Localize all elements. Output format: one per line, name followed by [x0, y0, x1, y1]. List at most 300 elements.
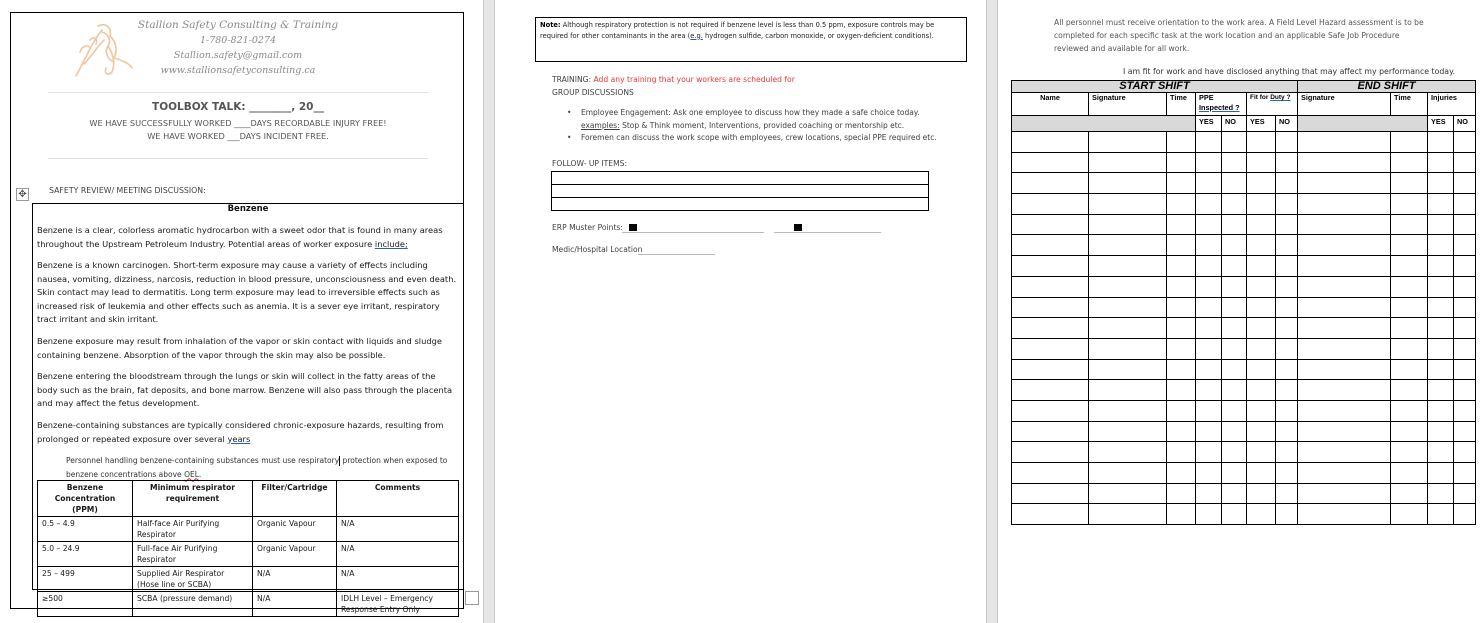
fit-no-cell[interactable]: [1276, 483, 1298, 504]
ppe-yes-cell[interactable]: [1196, 194, 1222, 215]
yes-no-row: [1012, 116, 1476, 132]
sign-in-rows: [1012, 132, 1476, 525]
muster-point-field[interactable]: [622, 232, 764, 233]
table-row: [38, 542, 459, 567]
signature-cell[interactable]: [1089, 132, 1167, 153]
fit-no-cell[interactable]: [1276, 276, 1298, 297]
fit-no-cell[interactable]: [1276, 504, 1298, 525]
follow-up-row[interactable]: [552, 172, 928, 185]
ppe-yes-cell[interactable]: [1196, 380, 1222, 401]
fit-no-cell[interactable]: [1276, 152, 1298, 173]
injuries-no-cell[interactable]: [1454, 421, 1476, 442]
paragraph: [37, 419, 457, 446]
ppe-no-cell[interactable]: [1222, 214, 1247, 235]
signature-cell[interactable]: [1089, 359, 1167, 380]
injuries-no-cell[interactable]: [1454, 194, 1476, 215]
page-1: [0, 0, 483, 623]
ppe-yes-cell[interactable]: [1196, 463, 1222, 484]
medic-location-field[interactable]: [638, 254, 715, 255]
bullet-text: Foremen can discuss the work scope with employees, crew locations, special PPE required etc.: [581, 133, 937, 142]
end-signature-cell[interactable]: [1298, 421, 1391, 442]
time-cell[interactable]: [1167, 421, 1196, 442]
fit-statement: I am fit for work and have disclosed anything that may affect my performance today.: [1122, 67, 1456, 76]
name-cell[interactable]: [1012, 338, 1089, 359]
injuries-yes-cell[interactable]: [1428, 421, 1454, 442]
time-cell[interactable]: [1167, 338, 1196, 359]
name-cell[interactable]: [1012, 297, 1089, 318]
signature-cell[interactable]: [1089, 235, 1167, 256]
ppe-no-cell[interactable]: [1222, 297, 1247, 318]
injuries-yes-cell[interactable]: [1428, 173, 1454, 194]
bullet-icon: •: [567, 108, 572, 117]
time-cell[interactable]: [1167, 194, 1196, 215]
time-cell[interactable]: [1167, 132, 1196, 153]
grammar-flag: include;: [374, 238, 408, 249]
end-signature-cell[interactable]: [1298, 318, 1391, 339]
ppe-yes-cell[interactable]: [1196, 359, 1222, 380]
fit-no-cell[interactable]: [1276, 173, 1298, 194]
divider: [48, 92, 428, 93]
end-time-cell[interactable]: [1391, 318, 1428, 339]
end-time-cell[interactable]: [1391, 400, 1428, 421]
page-2: [495, 0, 986, 623]
end-time-cell[interactable]: [1391, 380, 1428, 401]
injuries-no-cell[interactable]: [1454, 483, 1476, 504]
time-cell[interactable]: [1167, 359, 1196, 380]
fit-no-cell[interactable]: [1276, 421, 1298, 442]
fit-yes-cell[interactable]: [1247, 318, 1276, 339]
fit-no-cell[interactable]: [1276, 380, 1298, 401]
fit-no-cell[interactable]: [1276, 132, 1298, 153]
ppe-no-cell[interactable]: [1222, 442, 1247, 463]
ppe-label: Inspected ?: [1199, 103, 1240, 112]
name-cell[interactable]: [1012, 400, 1089, 421]
injuries-no-cell[interactable]: [1454, 235, 1476, 256]
table-cell: 0.5 – 4.9: [38, 517, 133, 542]
table-cell: IDLH Level – Emergency Response Entry Only: [337, 592, 459, 617]
injuries-yes-cell[interactable]: [1428, 194, 1454, 215]
column-header-time: Time: [1167, 93, 1196, 116]
name-cell[interactable]: [1012, 256, 1089, 277]
end-time-cell[interactable]: [1391, 504, 1428, 525]
company-header: [120, 18, 356, 78]
fit-label: Duty ?: [1270, 94, 1291, 101]
table-row: [1012, 132, 1476, 153]
fit-yes-cell[interactable]: [1247, 132, 1276, 153]
table-header-row: [38, 481, 459, 517]
name-cell[interactable]: [1012, 442, 1089, 463]
fit-yes-cell[interactable]: [1247, 173, 1276, 194]
time-cell[interactable]: [1167, 380, 1196, 401]
end-signature-cell[interactable]: [1298, 504, 1391, 525]
name-cell[interactable]: [1012, 276, 1089, 297]
end-signature-cell[interactable]: [1298, 132, 1391, 153]
end-time-cell[interactable]: [1391, 194, 1428, 215]
topic-title: Benzene: [227, 204, 269, 214]
end-signature-cell[interactable]: [1298, 359, 1391, 380]
follow-up-row[interactable]: [552, 198, 928, 210]
signature-cell[interactable]: [1089, 504, 1167, 525]
injuries-yes-cell[interactable]: [1428, 276, 1454, 297]
injuries-yes-cell[interactable]: [1428, 380, 1454, 401]
fit-yes-cell[interactable]: [1247, 338, 1276, 359]
end-time-cell[interactable]: [1391, 463, 1428, 484]
column-header-fit-for-duty: [1247, 93, 1298, 116]
signature-cell[interactable]: [1089, 318, 1167, 339]
name-cell[interactable]: [1012, 359, 1089, 380]
fit-yes-cell[interactable]: [1247, 483, 1276, 504]
ppe-yes-cell[interactable]: [1196, 442, 1222, 463]
injuries-no-cell[interactable]: [1454, 256, 1476, 277]
end-time-cell[interactable]: [1391, 297, 1428, 318]
paragraph: [37, 224, 457, 251]
end-time-cell[interactable]: [1391, 235, 1428, 256]
time-cell[interactable]: [1167, 463, 1196, 484]
follow-up-row[interactable]: [552, 185, 928, 198]
end-time-cell[interactable]: [1391, 442, 1428, 463]
ppe-no-cell[interactable]: [1222, 173, 1247, 194]
column-header: Benzene Concentration (PPM): [38, 481, 133, 517]
table-cell: N/A: [253, 592, 337, 617]
ppe-no-cell[interactable]: [1222, 359, 1247, 380]
paragraph: Benzene entering the bloodstream through the lungs or skin will collect in the fatty areas of the body such as the brain, fat deposits, and bone marrow. Benzene will also pass through the placenta and may affect the fetus development.: [37, 371, 453, 408]
spelling-flag: OEL: [184, 469, 199, 479]
end-time-cell[interactable]: [1391, 152, 1428, 173]
time-cell[interactable]: [1167, 256, 1196, 277]
injuries-no-cell[interactable]: [1454, 318, 1476, 339]
signature-cell[interactable]: [1089, 442, 1167, 463]
injuries-no-cell[interactable]: [1454, 463, 1476, 484]
time-cell[interactable]: [1167, 152, 1196, 173]
end-time-cell[interactable]: [1391, 173, 1428, 194]
divider: [48, 158, 428, 159]
group-discussions-heading: GROUP DISCUSSIONS: [552, 88, 634, 97]
signature-cell[interactable]: [1089, 276, 1167, 297]
fit-no-cell[interactable]: [1276, 256, 1298, 277]
table-resize-handle[interactable]: [465, 591, 479, 605]
signature-cell[interactable]: [1089, 194, 1167, 215]
time-cell[interactable]: [1167, 235, 1196, 256]
shaded-cell: [1012, 116, 1196, 132]
end-time-cell[interactable]: [1391, 359, 1428, 380]
content-control-marker[interactable]: [629, 224, 637, 231]
end-signature-cell[interactable]: [1298, 297, 1391, 318]
table-row: [1012, 152, 1476, 173]
name-cell[interactable]: [1012, 463, 1089, 484]
follow-up-table: [551, 171, 929, 211]
fit-yes-cell[interactable]: [1247, 194, 1276, 215]
table-cell: 25 – 499: [38, 567, 133, 592]
injuries-no-header: NO: [1454, 116, 1476, 132]
injuries-yes-cell[interactable]: [1428, 214, 1454, 235]
list-item: [565, 132, 965, 145]
table-row: [38, 592, 459, 617]
training-line: [552, 75, 795, 84]
ppe-yes-cell[interactable]: [1196, 214, 1222, 235]
injuries-yes-cell[interactable]: [1428, 463, 1454, 484]
injuries-no-cell[interactable]: [1454, 152, 1476, 173]
fit-yes-cell[interactable]: [1247, 152, 1276, 173]
injuries-no-cell[interactable]: [1454, 442, 1476, 463]
fit-yes-cell[interactable]: [1247, 256, 1276, 277]
name-cell[interactable]: [1012, 318, 1089, 339]
paragraph-text: Personnel handling benzene-containing substances must use respiratory: [66, 456, 340, 465]
paragraph-text: protection when exposed to benzene concentrations above: [66, 456, 448, 479]
ppe-yes-cell[interactable]: [1196, 152, 1222, 173]
fit-yes-cell[interactable]: [1247, 297, 1276, 318]
company-email: Stallion.safety@gmail.com: [173, 50, 303, 61]
table-row: [38, 517, 459, 542]
end-signature-cell[interactable]: [1298, 442, 1391, 463]
paragraph: Benzene exposure may result from inhalation of the vapor or skin contact with liquids and sludge containing benzene. Absorption of the vapor through the skin may also be possible.: [37, 336, 442, 360]
ppe-no-cell[interactable]: [1222, 276, 1247, 297]
injuries-yes-cell[interactable]: [1428, 152, 1454, 173]
name-cell[interactable]: [1012, 504, 1089, 525]
fit-no-cell[interactable]: [1276, 463, 1298, 484]
ppe-yes-cell[interactable]: [1196, 421, 1222, 442]
injuries-no-cell[interactable]: [1454, 276, 1476, 297]
table-cell: N/A: [337, 542, 459, 567]
injuries-no-cell[interactable]: [1454, 359, 1476, 380]
injuries-no-cell[interactable]: [1454, 297, 1476, 318]
ppe-no-cell[interactable]: [1222, 421, 1247, 442]
end-time-cell[interactable]: [1391, 132, 1428, 153]
table-cell: Organic Vapour: [253, 517, 337, 542]
table-row: [1012, 463, 1476, 484]
page-gutter: [986, 0, 998, 623]
signature-cell[interactable]: [1089, 400, 1167, 421]
injuries-yes-cell[interactable]: [1428, 132, 1454, 153]
end-signature-cell[interactable]: [1298, 256, 1391, 277]
injuries-yes-cell[interactable]: [1428, 297, 1454, 318]
signature-cell[interactable]: [1089, 173, 1167, 194]
column-header-injuries: Injuries: [1428, 93, 1476, 116]
signature-cell[interactable]: [1089, 338, 1167, 359]
table-cell: N/A: [337, 517, 459, 542]
fit-yes-cell[interactable]: [1247, 235, 1276, 256]
injuries-yes-cell[interactable]: [1428, 442, 1454, 463]
follow-up-label: FOLLOW- UP ITEMS:: [552, 159, 628, 168]
injuries-no-cell[interactable]: [1454, 338, 1476, 359]
injuries-yes-header: YES: [1428, 116, 1454, 132]
ppe-no-cell[interactable]: [1222, 152, 1247, 173]
column-header: Filter/Cartridge: [253, 481, 337, 517]
ppe-yes-cell[interactable]: [1196, 318, 1222, 339]
signature-cell[interactable]: [1089, 297, 1167, 318]
signature-cell[interactable]: [1089, 463, 1167, 484]
injuries-no-cell[interactable]: [1454, 380, 1476, 401]
signature-cell[interactable]: [1089, 214, 1167, 235]
table-cell: N/A: [253, 567, 337, 592]
time-cell[interactable]: [1167, 297, 1196, 318]
ppe-no-cell[interactable]: [1222, 380, 1247, 401]
table-row: [1012, 359, 1476, 380]
toolbox-talk-title: TOOLBOX TALK: ________, 20__: [152, 101, 324, 113]
ppe-no-cell[interactable]: [1222, 318, 1247, 339]
ppe-yes-cell[interactable]: [1196, 256, 1222, 277]
incident-free-line: WE HAVE WORKED ___DAYS INCIDENT FREE.: [147, 131, 329, 141]
end-signature-cell[interactable]: [1298, 194, 1391, 215]
ppe-no-cell[interactable]: [1222, 132, 1247, 153]
injuries-yes-cell[interactable]: [1428, 256, 1454, 277]
fit-yes-cell[interactable]: [1247, 504, 1276, 525]
fit-yes-cell[interactable]: [1247, 380, 1276, 401]
end-signature-cell[interactable]: [1298, 380, 1391, 401]
fit-no-cell[interactable]: [1276, 338, 1298, 359]
training-label: TRAINING:: [552, 75, 594, 84]
time-cell[interactable]: [1167, 442, 1196, 463]
name-cell[interactable]: [1012, 483, 1089, 504]
name-cell[interactable]: [1012, 173, 1089, 194]
table-row: [1012, 297, 1476, 318]
fit-no-cell[interactable]: [1276, 297, 1298, 318]
ppe-no-cell[interactable]: [1222, 256, 1247, 277]
name-cell[interactable]: [1012, 214, 1089, 235]
signature-cell[interactable]: [1089, 483, 1167, 504]
fit-no-cell[interactable]: [1276, 194, 1298, 215]
fit-no-cell[interactable]: [1276, 214, 1298, 235]
fit-no-cell[interactable]: [1276, 235, 1298, 256]
table-cell: Supplied Air Respirator (Hose line or SCBA): [133, 567, 253, 592]
name-cell[interactable]: [1012, 235, 1089, 256]
signature-cell[interactable]: [1089, 380, 1167, 401]
name-cell[interactable]: [1012, 132, 1089, 153]
shaded-cell: [1298, 116, 1428, 132]
ppe-yes-cell[interactable]: [1196, 276, 1222, 297]
injuries-no-cell[interactable]: [1454, 504, 1476, 525]
end-time-cell[interactable]: [1391, 276, 1428, 297]
column-header-end-signature: Signature: [1298, 93, 1391, 116]
paragraph: [66, 454, 451, 481]
fit-no-cell[interactable]: [1276, 400, 1298, 421]
fit-yes-cell[interactable]: [1247, 400, 1276, 421]
table-cell: Organic Vapour: [253, 542, 337, 567]
injuries-yes-cell[interactable]: [1428, 318, 1454, 339]
ppe-yes-cell[interactable]: [1196, 132, 1222, 153]
end-signature-cell[interactable]: [1298, 400, 1391, 421]
signature-cell[interactable]: [1089, 152, 1167, 173]
bullet-icon: •: [567, 133, 572, 142]
fit-yes-cell[interactable]: [1247, 214, 1276, 235]
paragraph-text: Benzene-containing substances are typically considered chronic-exposure hazards, resulting from prolonged or repeated exposure over several: [37, 420, 444, 444]
ppe-no-cell[interactable]: [1222, 483, 1247, 504]
ppe-yes-cell[interactable]: [1196, 235, 1222, 256]
examples-text: Stop & Think moment, Interventions, provided coaching or mentorship etc.: [619, 120, 905, 130]
end-signature-cell[interactable]: [1298, 276, 1391, 297]
muster-point-field[interactable]: [774, 232, 881, 233]
end-time-cell[interactable]: [1391, 421, 1428, 442]
table-move-handle-icon[interactable]: ✥: [16, 188, 29, 201]
content-control-marker[interactable]: [794, 224, 802, 231]
ppe-no-cell[interactable]: [1222, 504, 1247, 525]
fit-no-header: NO: [1276, 116, 1298, 132]
fit-no-cell[interactable]: [1276, 359, 1298, 380]
end-time-cell[interactable]: [1391, 256, 1428, 277]
name-cell[interactable]: [1012, 152, 1089, 173]
ppe-no-cell[interactable]: [1222, 338, 1247, 359]
ppe-no-cell[interactable]: [1222, 235, 1247, 256]
ppe-yes-cell[interactable]: [1196, 400, 1222, 421]
ppe-no-header: NO: [1222, 116, 1247, 132]
fit-yes-cell[interactable]: [1247, 442, 1276, 463]
ppe-yes-cell[interactable]: [1196, 173, 1222, 194]
table-cell: Full-face Air Purifying Respirator: [133, 542, 253, 567]
time-cell[interactable]: [1167, 173, 1196, 194]
end-signature-cell[interactable]: [1298, 463, 1391, 484]
ppe-no-cell[interactable]: [1222, 194, 1247, 215]
table-row: [1012, 235, 1476, 256]
injuries-yes-cell[interactable]: [1428, 235, 1454, 256]
signature-cell[interactable]: [1089, 421, 1167, 442]
table-row: [1012, 173, 1476, 194]
injuries-yes-cell[interactable]: [1428, 359, 1454, 380]
injuries-no-cell[interactable]: [1454, 173, 1476, 194]
training-hint: Add any training that your workers are scheduled for: [593, 75, 795, 84]
fit-yes-cell[interactable]: [1247, 421, 1276, 442]
end-time-cell[interactable]: [1391, 483, 1428, 504]
injuries-yes-cell[interactable]: [1428, 338, 1454, 359]
table-header-row: [1012, 93, 1476, 116]
ppe-label: PPE: [1199, 93, 1214, 102]
signature-cell[interactable]: [1089, 256, 1167, 277]
ppe-yes-cell[interactable]: [1196, 483, 1222, 504]
injuries-yes-cell[interactable]: [1428, 483, 1454, 504]
time-cell[interactable]: [1167, 276, 1196, 297]
table-row: [1012, 276, 1476, 297]
end-time-cell[interactable]: [1391, 214, 1428, 235]
end-signature-cell[interactable]: [1298, 483, 1391, 504]
fit-yes-cell[interactable]: [1247, 463, 1276, 484]
end-signature-cell[interactable]: [1298, 214, 1391, 235]
name-cell[interactable]: [1012, 380, 1089, 401]
sign-in-table: [1011, 80, 1476, 525]
end-signature-cell[interactable]: [1298, 235, 1391, 256]
time-cell[interactable]: [1167, 504, 1196, 525]
end-signature-cell[interactable]: [1298, 338, 1391, 359]
name-cell[interactable]: [1012, 421, 1089, 442]
injuries-no-cell[interactable]: [1454, 132, 1476, 153]
ppe-yes-cell[interactable]: [1196, 338, 1222, 359]
paragraph: Benzene is a known carcinogen. Short-term exposure may cause a variety of effects including nausea, vomiting, dizziness, narcosis, reduction in blood pressure, unconsciousness and even death. Skin contact may lead to dermatitis. Long term exposure may lead to irreversible effects such as increased risk of leukemia and other effects such as anemia. It is a sever eye irritant, respiratory tract irritant and skin irritant.: [37, 260, 457, 324]
column-header-ppe: [1196, 93, 1247, 116]
injuries-no-cell[interactable]: [1454, 214, 1476, 235]
time-cell[interactable]: [1167, 400, 1196, 421]
time-cell[interactable]: [1167, 483, 1196, 504]
name-cell[interactable]: [1012, 194, 1089, 215]
time-cell[interactable]: [1167, 214, 1196, 235]
time-cell[interactable]: [1167, 318, 1196, 339]
ppe-no-cell[interactable]: [1222, 400, 1247, 421]
end-time-cell[interactable]: [1391, 338, 1428, 359]
injuries-yes-cell[interactable]: [1428, 400, 1454, 421]
ppe-yes-cell[interactable]: [1196, 297, 1222, 318]
ppe-no-cell[interactable]: [1222, 463, 1247, 484]
injuries-no-cell[interactable]: [1454, 400, 1476, 421]
grammar-flag: e.g.: [690, 31, 703, 40]
table-row: [1012, 421, 1476, 442]
fit-no-cell[interactable]: [1276, 318, 1298, 339]
ppe-yes-cell[interactable]: [1196, 504, 1222, 525]
table-cell: SCBA (pressure demand): [133, 592, 253, 617]
fit-yes-cell[interactable]: [1247, 276, 1276, 297]
end-signature-cell[interactable]: [1298, 173, 1391, 194]
table-row: [1012, 214, 1476, 235]
end-signature-cell[interactable]: [1298, 152, 1391, 173]
injuries-yes-cell[interactable]: [1428, 504, 1454, 525]
paragraph-text: Benzene is a clear, colorless aromatic hydrocarbon with a sweet odor that is found in many areas throughout the Upstream Petroleum Industry. Potential areas of worker exposure: [37, 225, 443, 249]
fit-no-cell[interactable]: [1276, 442, 1298, 463]
fit-yes-cell[interactable]: [1247, 359, 1276, 380]
